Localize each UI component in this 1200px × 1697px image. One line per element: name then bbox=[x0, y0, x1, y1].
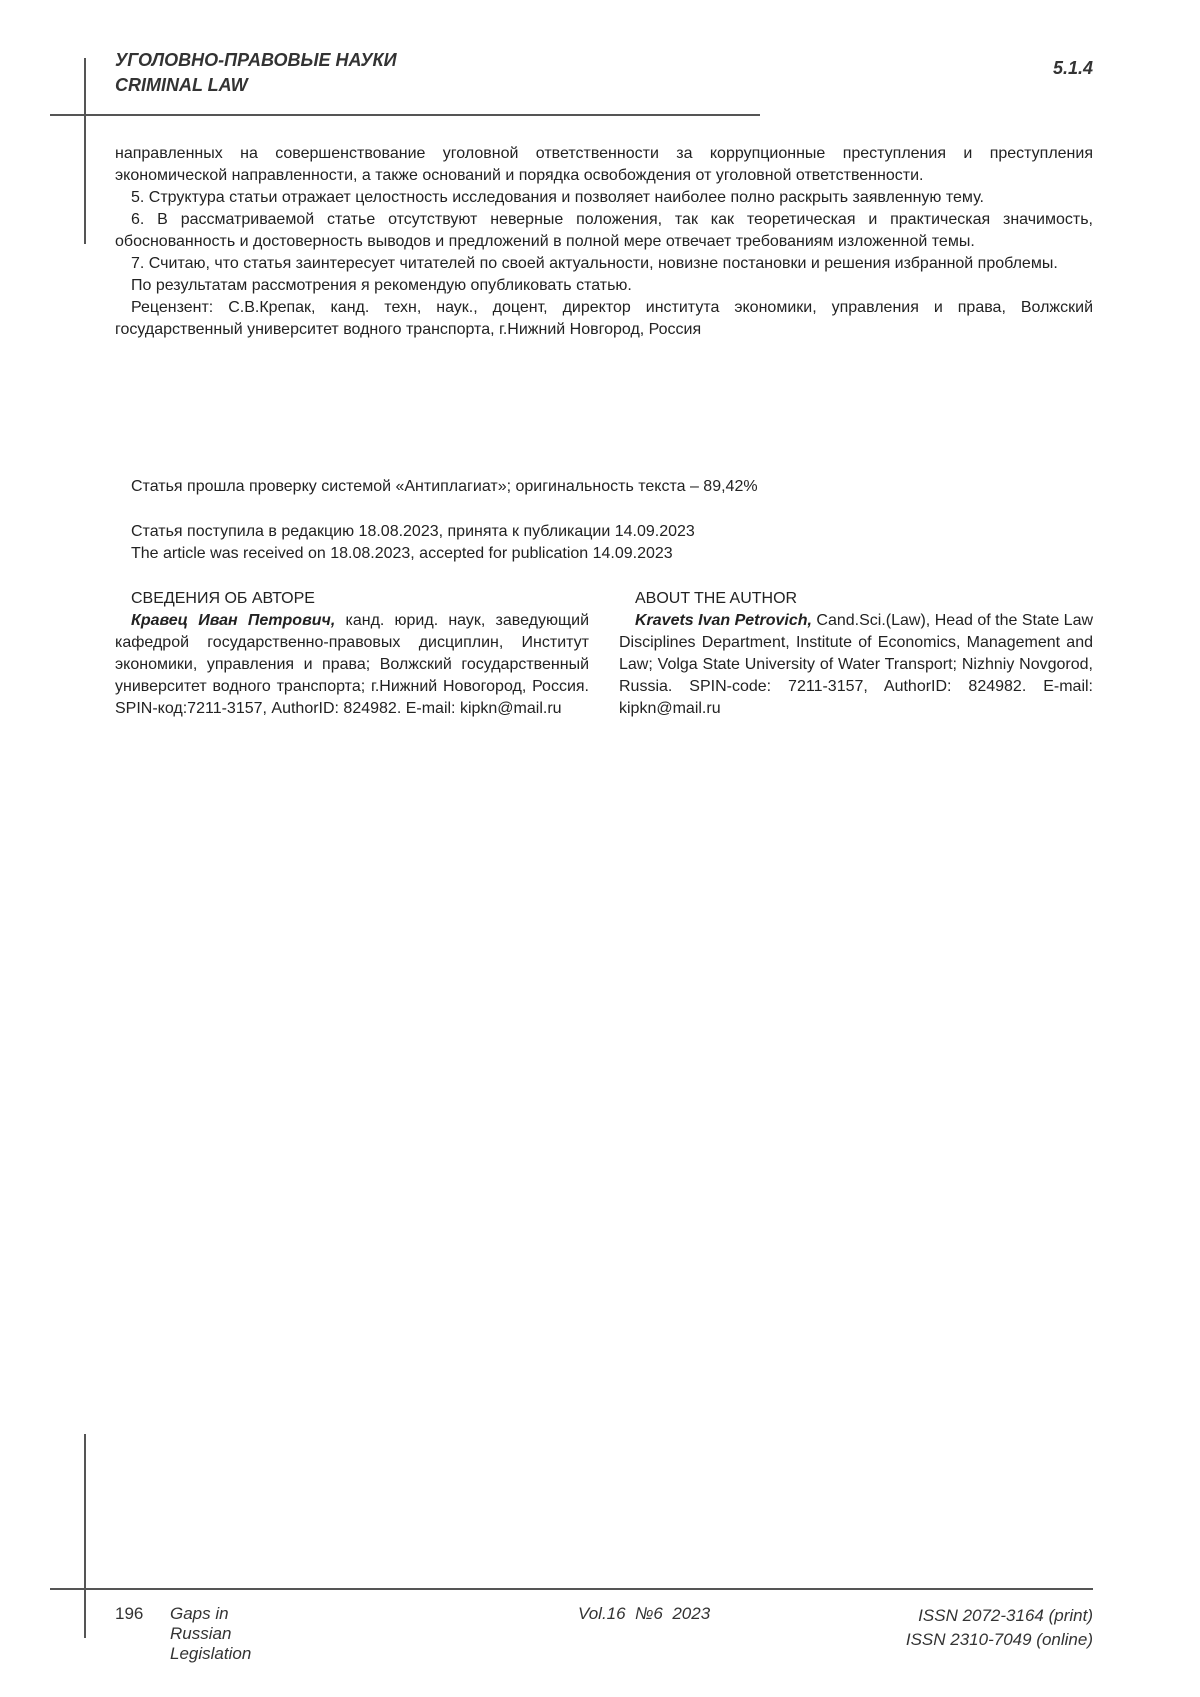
review-text bbox=[115, 143, 1093, 341]
dates-ru: Статья поступила в редакцию 18.08.2023, принята к публикации 14.09.2023 bbox=[131, 523, 695, 540]
article-dates bbox=[131, 521, 695, 565]
author-heading-ru: СВЕДЕНИЯ ОБ АВТОРЕ bbox=[131, 590, 315, 607]
author-details-en: Cand.Sci.(Law), Head of the State Law Disciplines Department, Institute of Economics, Management and Law; Volga State University of Water Transport; Nizhniy Novgorod, Russia. SPIN-code: 7211-3157, AuthorID: 824982. E-mail: kipkn@mail.ru bbox=[619, 612, 1094, 717]
dates-en: The article was received on 18.08.2023, accepted for publication 14.09.2023 bbox=[131, 545, 673, 562]
section-title-ru: УГОЛОВНО-ПРАВОВЫЕ НАУКИ bbox=[115, 50, 397, 70]
page-number: 196 bbox=[115, 1604, 144, 1623]
author-bio-ru bbox=[115, 610, 589, 720]
recommendation: По результатам рассмотрения я рекомендую опубликовать статью. bbox=[131, 277, 632, 294]
specialty-code: 5.1.4 bbox=[1052, 58, 1093, 78]
author-info-ru bbox=[115, 588, 589, 720]
volume-info: Vol.16 №6 2023 bbox=[578, 1604, 711, 1623]
author-bio-en bbox=[619, 610, 1093, 720]
footer-vertical-rule bbox=[84, 1434, 86, 1638]
plagiarism-check: Статья прошла проверку системой «Антиплагиат»; оригинальность текста – 89,42% bbox=[131, 478, 758, 495]
header-horizontal-rule bbox=[50, 114, 760, 116]
paragraph-7: 7. Считаю, что статья заинтересует читателей по своей актуальности, новизне постановки и решения избранной проблемы. bbox=[131, 255, 1058, 272]
reviewer-info: Рецензент: С.В.Крепак, канд. техн, наук., доцент, директор института экономики, управления и права, Волжский государственный университет водного транспорта, г.Нижний Новгород, Россия bbox=[115, 299, 1093, 338]
author-name-ru: Кравец Иван Петрович, bbox=[131, 612, 336, 629]
issn-print: ISSN 2072-3164 (print) bbox=[918, 1606, 1093, 1625]
paragraph-continuation: направленных на совершенствование уголовной ответственности за коррупционные преступления и преступления экономической направленности, а также оснований и порядка освобождения от уголовной ответственности. bbox=[115, 145, 1093, 184]
section-title-en: CRIMINAL LAW bbox=[115, 75, 248, 95]
author-heading-en: ABOUT THE AUTHOR bbox=[635, 590, 798, 607]
paragraph-5: 5. Структура статьи отражает целостность исследования и позволяет наиболее полно раскрыть заявленную тему. bbox=[131, 189, 984, 206]
author-info-en bbox=[619, 588, 1093, 720]
journal-title: Gaps in Russian Legislation bbox=[170, 1604, 252, 1663]
paragraph-6: 6. В рассматриваемой статье отсутствуют неверные положения, так как теоретическая и практическая значимость, обоснованность и достоверность выводов и предложений в полной мере отвечает требованиям изложенной темы. bbox=[115, 211, 1093, 250]
header-vertical-rule bbox=[84, 58, 86, 244]
issn-online: ISSN 2310-7049 (online) bbox=[905, 1630, 1093, 1649]
issn-block bbox=[820, 1604, 1093, 1652]
author-name-en: Kravets Ivan Petrovich, bbox=[635, 612, 812, 629]
author-details-ru: канд. юрид. наук, заведующий кафедрой государственно-правовых дисциплин, Институт экономики, управления и права; Волжский государственный университет водного транспорта; г.Нижний Новогород, Россия. SPIN-код:7211-3157, AuthorID: 824982. E-mail: kipkn@mail.ru bbox=[115, 612, 590, 717]
footer-horizontal-rule bbox=[50, 1588, 1093, 1590]
running-header bbox=[115, 48, 397, 98]
